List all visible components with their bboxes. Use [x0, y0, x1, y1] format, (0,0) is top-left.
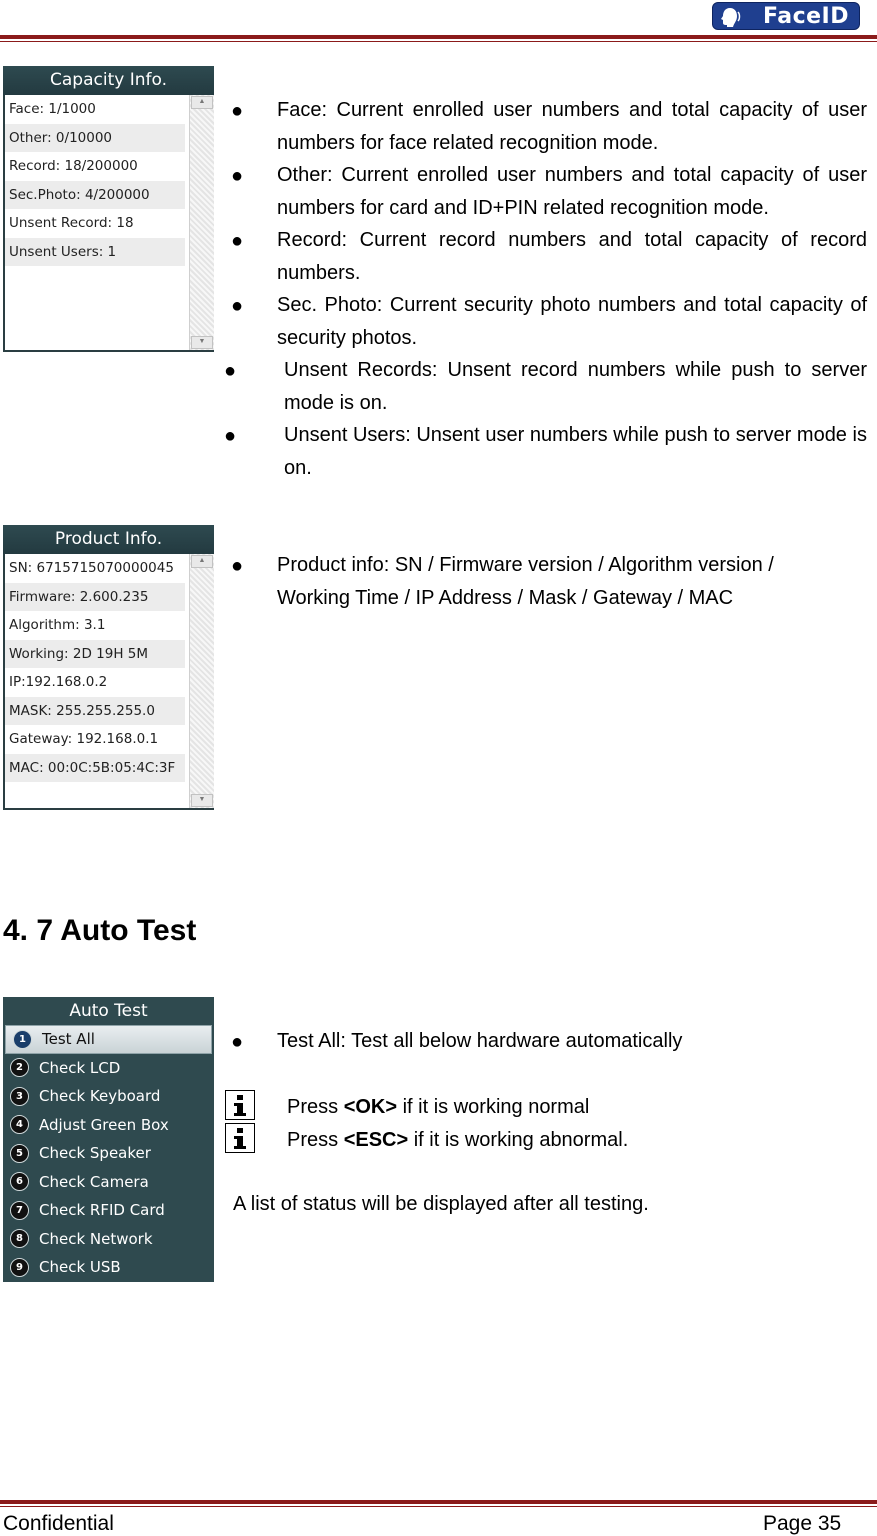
section-heading: 4. 7 Auto Test	[3, 914, 197, 947]
bullet-icon: ●	[231, 1031, 244, 1053]
product-row: Working: 2D 19H 5M	[5, 640, 185, 669]
footer-rule	[0, 1500, 877, 1504]
product-row: IP:192.168.0.2	[9, 674, 108, 690]
scroll-down-icon[interactable]: ▼	[191, 336, 213, 349]
capacity-scrollbar[interactable]	[189, 95, 214, 350]
bullet-icon: ●	[231, 165, 244, 187]
number-7-icon: 7	[10, 1201, 29, 1220]
capacity-info-panel	[3, 66, 214, 350]
product-row: Algorithm: 3.1	[9, 617, 106, 633]
note-ok-prefix: Press	[287, 1096, 344, 1118]
scroll-down-icon[interactable]: ▼	[191, 794, 213, 807]
menu-item-check-speaker[interactable]	[3, 1139, 214, 1168]
menu-item-label: Check Speaker	[39, 1144, 151, 1163]
auto-test-menu	[3, 997, 214, 1282]
footer-confidential: Confidential	[3, 1512, 114, 1535]
capacity-row: Record: 18/200000	[9, 158, 138, 174]
note-ok-suffix: if it is working normal	[397, 1096, 590, 1118]
number-4-icon: 4	[10, 1115, 29, 1134]
auto-test-title: Auto Test	[69, 1001, 148, 1021]
number-8-icon: 8	[10, 1229, 29, 1248]
menu-item-label: Check RFID Card	[39, 1201, 165, 1220]
menu-item-label: Test All	[42, 1030, 95, 1049]
note-esc-prefix: Press	[287, 1129, 344, 1151]
note-esc	[287, 1124, 847, 1157]
menu-item-label: Check Keyboard	[39, 1087, 161, 1106]
product-row: MAC: 00:0C:5B:05:4C:3F	[5, 754, 185, 783]
number-5-icon: 5	[10, 1144, 29, 1163]
number-3-icon: 3	[10, 1087, 29, 1106]
capacity-row: Face: 1/1000	[9, 101, 96, 117]
number-1-icon: 1	[13, 1030, 32, 1049]
product-bullet: Product info: SN / Firmware version / Algorithm version / Working Time / IP Address / Mask / Gateway / MAC	[277, 554, 774, 609]
capacity-row: Sec.Photo: 4/200000	[5, 181, 185, 210]
menu-item-label: Adjust Green Box	[39, 1115, 169, 1134]
product-row: Firmware: 2.600.235	[5, 583, 185, 612]
info-icon	[225, 1090, 255, 1120]
bullet-icon: ●	[231, 230, 244, 252]
menu-item-check-usb[interactable]	[3, 1253, 214, 1282]
capacity-row: Unsent Users: 1	[5, 238, 185, 267]
capacity-bullet-face: Face: Current enrolled user numbers and total capacity of user numbers for face related recognition mode.	[277, 99, 867, 154]
menu-item-check-camera[interactable]	[3, 1168, 214, 1197]
bullet-icon: ●	[231, 100, 244, 122]
menu-item-check-keyboard[interactable]	[3, 1082, 214, 1111]
capacity-bullet-other: Other: Current enrolled user numbers and total capacity of user numbers for card and ID+PIN related recognition mode.	[277, 164, 867, 219]
bullet-icon: ●	[231, 295, 244, 317]
product-info-title: Product Info.	[3, 525, 214, 554]
capacity-bullet-unsent-users: Unsent Users: Unsent user numbers while push to server mode is on.	[284, 424, 867, 479]
capacity-bullet-unsent-records: Unsent Records: Unsent record numbers while push to server mode is on.	[284, 359, 867, 414]
number-9-icon: 9	[10, 1258, 29, 1277]
product-row: Gateway: 192.168.0.1	[9, 731, 159, 747]
note-esc-suffix: if it is working abnormal.	[408, 1129, 629, 1151]
ok-key: <OK>	[343, 1096, 398, 1118]
auto-test-bullet: Test All: Test all below hardware automatically	[277, 1030, 683, 1052]
scroll-up-icon[interactable]: ▲	[191, 96, 213, 109]
bullet-icon: ●	[224, 360, 237, 382]
bullet-icon: ●	[224, 425, 237, 447]
capacity-row: Other: 0/10000	[5, 124, 185, 153]
number-2-icon: 2	[10, 1058, 29, 1077]
scroll-up-icon[interactable]: ▲	[191, 555, 213, 568]
menu-item-label: Check LCD	[39, 1058, 121, 1077]
info-icon	[225, 1123, 255, 1153]
product-row: MASK: 255.255.255.0	[5, 697, 185, 726]
capacity-bullet-record: Record: Current record numbers and total capacity of record numbers.	[277, 229, 867, 284]
menu-item-check-lcd[interactable]	[3, 1054, 214, 1083]
auto-test-summary: A list of status will be displayed after all testing.	[233, 1193, 649, 1215]
face-profile-icon	[719, 6, 741, 28]
menu-item-label: Check USB	[39, 1258, 121, 1277]
menu-item-adjust-green-box[interactable]	[3, 1111, 214, 1140]
logo-text: FaceID	[763, 3, 849, 29]
product-scrollbar[interactable]	[189, 554, 214, 808]
menu-item-check-rfid-card[interactable]	[3, 1196, 214, 1225]
footer-page-number: Page 35	[763, 1512, 842, 1535]
menu-item-label: Check Network	[39, 1229, 153, 1248]
header-rule-thin	[0, 41, 877, 42]
menu-item-check-network[interactable]	[3, 1225, 214, 1254]
capacity-bullet-sec-photo: Sec. Photo: Current security photo numbers and total capacity of security photos.	[277, 294, 867, 349]
bullet-icon: ●	[231, 555, 244, 577]
number-6-icon: 6	[10, 1172, 29, 1191]
footer-rule-thin	[0, 1506, 877, 1507]
product-info-panel	[3, 525, 214, 808]
capacity-row: Unsent Record: 18	[9, 215, 134, 231]
header-rule	[0, 35, 877, 39]
faceid-logo	[712, 2, 860, 30]
menu-item-label: Check Camera	[39, 1172, 149, 1191]
product-row: SN: 6715715070000045	[9, 560, 174, 576]
esc-key: <ESC>	[343, 1129, 409, 1151]
note-ok	[287, 1091, 847, 1124]
capacity-info-title: Capacity Info.	[3, 66, 214, 95]
menu-item-test-all[interactable]	[5, 1025, 212, 1054]
